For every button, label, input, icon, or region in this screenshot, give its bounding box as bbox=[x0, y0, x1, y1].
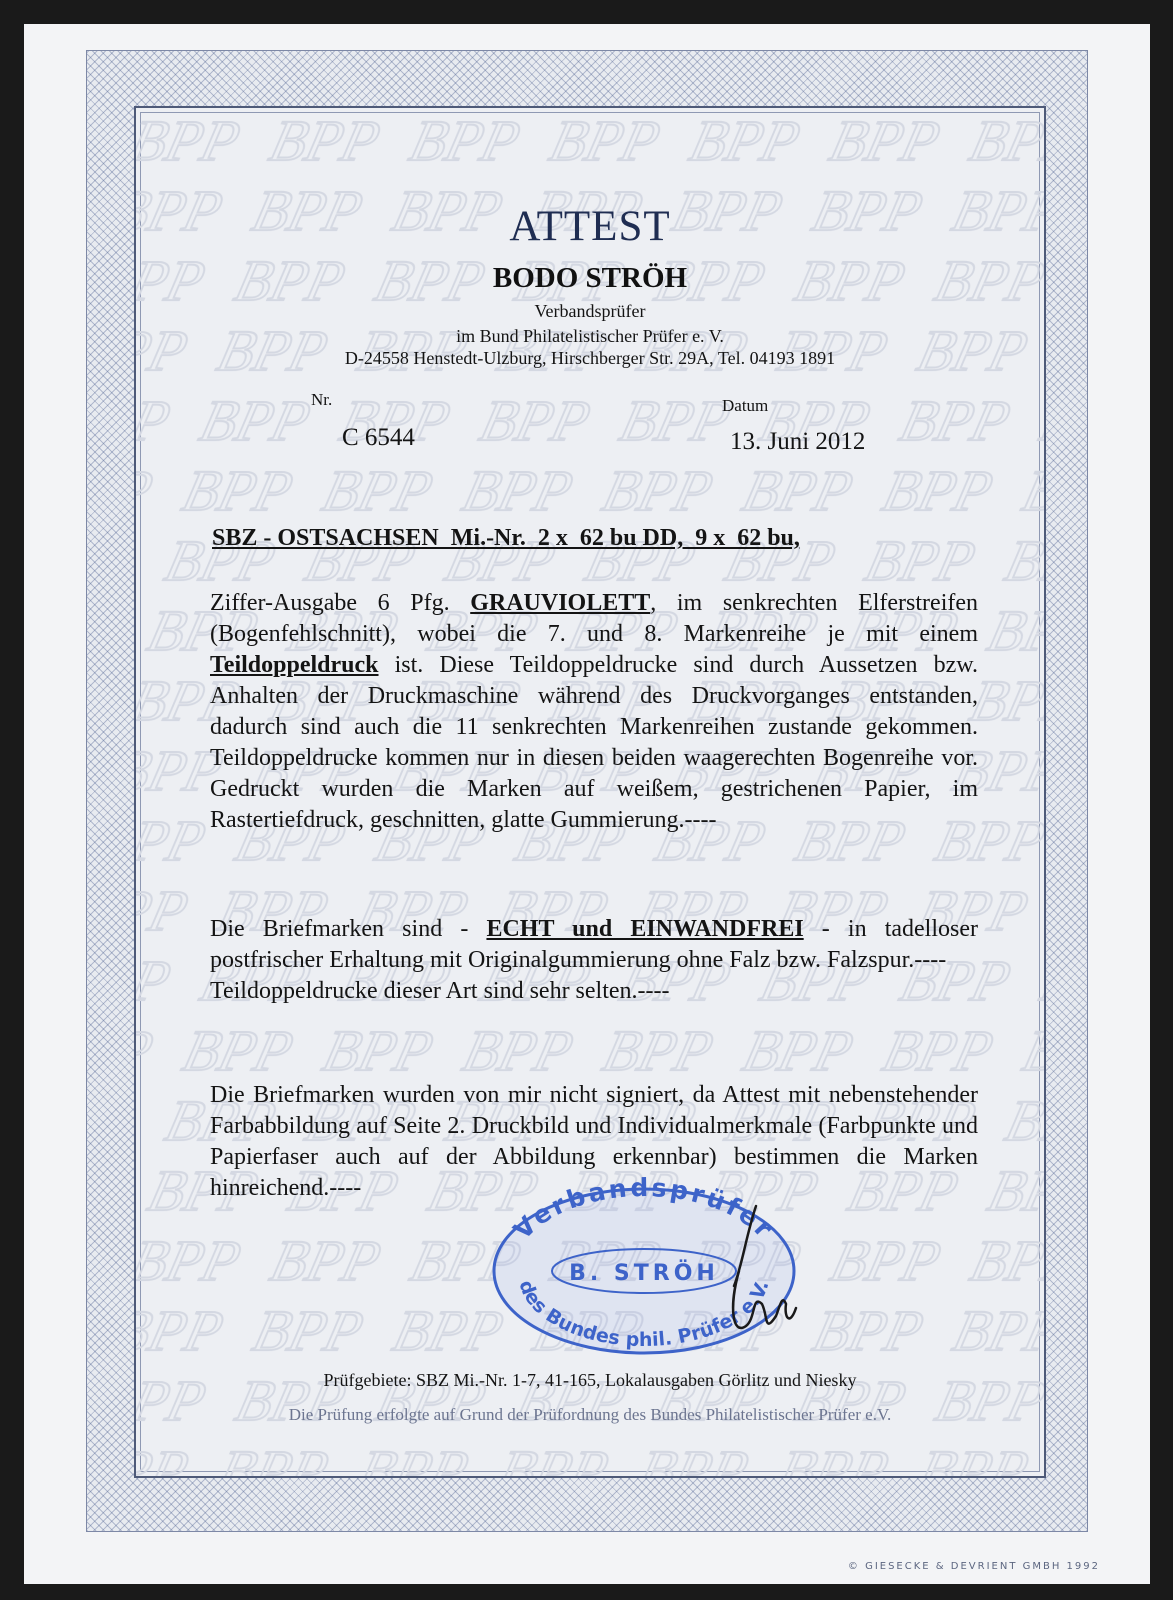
stamp-top-text: Verbandsprüfer bbox=[507, 1176, 781, 1246]
certificate-panel bbox=[134, 106, 1046, 1478]
examination-rules-note: Die Prüfung erfolgte auf Grund der Prüfordnung des Bundes Philatelistischer Prüfer e.V. bbox=[288, 1405, 892, 1424]
stamp-center-text: B. STRÖH bbox=[569, 1261, 719, 1286]
datum-value: 13. Juni 2012 bbox=[730, 428, 866, 455]
verdict-paragraph: Die Briefmarken sind - ECHT und EINWANDFREI - in tadelloser postfrischer Erhaltung mit Originalgummierung ohne Falz bzw. Falzspur.---- Teildoppeldrucke dieser Art sind sehr selten.---- bbox=[210, 916, 978, 1004]
certificate-sheet bbox=[24, 24, 1150, 1584]
datum-label: Datum bbox=[722, 396, 769, 415]
examiner-address: D-24558 Henstedt-Ulzburg, Hirschberger Str. 29A, Tel. 04193 1891 bbox=[344, 348, 836, 368]
nr-label: Nr. bbox=[311, 390, 333, 409]
printer-imprint: © GIESECKE & DEVRIENT GMBH 1992 bbox=[847, 1561, 1100, 1572]
signature-note-paragraph: Die Briefmarken wurden von mir nicht signiert, da Attest mit nebenstehender Farbabbildung auf Seite 2. Druckbild und Individualmerkmale (Farbpunkte und Papierfaser auch auf der Abbildung erkennbar) bestimmen die Marken hinreichend.---- bbox=[210, 1082, 978, 1201]
verdict-text: ECHT und EINWANDFREI bbox=[486, 916, 804, 942]
stamp-bottom-text: des Bundes phil. Prüfer e.V. bbox=[514, 1277, 774, 1352]
examiner-stamp bbox=[484, 1176, 804, 1356]
nr-value: C 6544 bbox=[342, 424, 415, 451]
certificate-title: ATTEST bbox=[509, 203, 671, 250]
examiner-name: BODO STRÖH bbox=[492, 262, 688, 294]
examiner-role: Verbandsprüfer bbox=[534, 301, 646, 321]
variety-name: Teildoppeldruck bbox=[210, 652, 379, 678]
examination-fields: Prüfgebiete: SBZ Mi.-Nr. 1-7, 41-165, Lokalausgaben Görlitz und Niesky bbox=[323, 1370, 857, 1390]
stamp-subject-line: SBZ - OSTSACHSEN Mi.-Nr. 2 x 62 bu DD, 9 x 62 bu, bbox=[212, 525, 800, 551]
examiner-association: im Bund Philatelistischer Prüfer e. V. bbox=[456, 326, 724, 346]
description-paragraph: Ziffer-Ausgabe 6 Pfg. GRAUVIOLETT, im senkrechten Elferstreifen (Bogenfehlschnitt), wobei die 7. und 8. Markenreihe je mit einem Teildoppeldruck ist. Diese Teildoppeldrucke sind durch Aussetzen bzw. Anhalten der Druckmaschine während des Druckvorganges entstanden, dadurch sind auch die 11 senkrechten Markenreihen zustande gekommen. Teildoppeldrucke kommen nur in diesen beiden waagerechten Bogenreihe vor. Gedruckt wurden die Marken auf weißem, gestrichenen Papier, im Rastertiefdruck, geschnitten, glatte Gummierung.---- bbox=[210, 590, 979, 833]
color-name: GRAUVIOLETT bbox=[470, 590, 651, 616]
